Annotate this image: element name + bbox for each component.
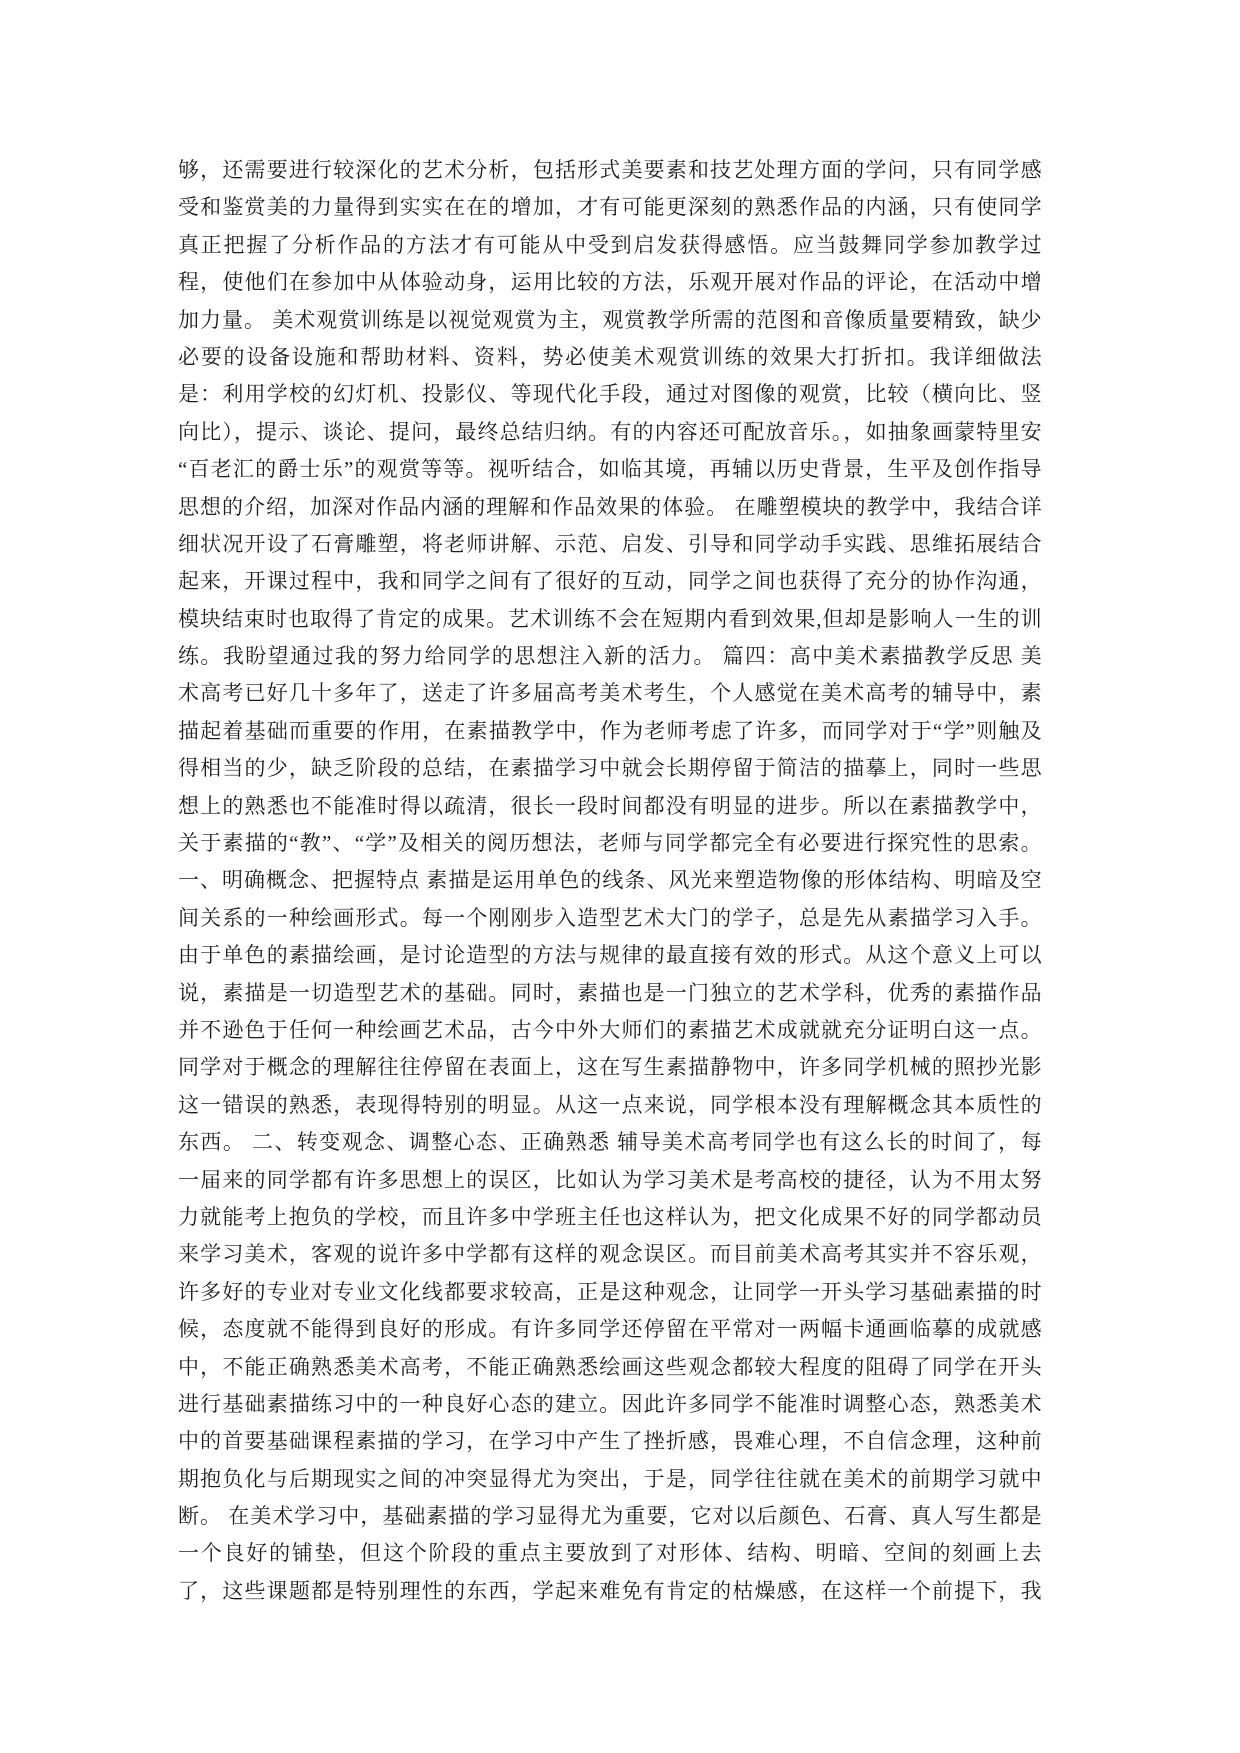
text-line: 同学对于概念的理解往往停留在表面上，这在写生素描静物中，许多同学机械的照抄光影: [178, 1055, 1042, 1080]
text-line: 真正把握了分析作品的方法才有可能从中受到启发获得感悟。应当鼓舞同学参加教学过: [178, 232, 1042, 257]
text-line: 由于单色的素描绘画，是讨论造型的方法与规律的最直接有效的形式。从这个意义上可以: [178, 943, 1042, 968]
text-block: [178, 152, 1042, 1610]
text-line: 力就能考上抱负的学校，而且许多中学班主任也这样认为，把文化成果不好的同学都动员: [178, 1204, 1042, 1229]
text-line: 必要的设备设施和帮助材料、资料，势必使美术观赏训练的效果大打折扣。我详细做法: [178, 344, 1042, 369]
text-line: 中的首要基础课程素描的学习，在学习中产生了挫折感，畏难心理，不自信念理，这种前: [178, 1429, 1042, 1454]
text-line: “百老汇的爵士乐”的观赏等等。视听结合，如临其境，再辅以历史背景，生平及创作指导: [178, 457, 1042, 482]
text-line: 了，这些课题都是特别理性的东西，学起来难免有肯定的枯燥感，在这样一个前提下，我: [178, 1578, 1042, 1603]
text-line: 想上的熟悉也不能准时得以疏清，很长一段时间都没有明显的进步。所以在素描教学中，: [178, 793, 1042, 818]
text-line: 说，素描是一切造型艺术的基础。同时，素描也是一门独立的艺术学科，优秀的素描作品: [178, 980, 1042, 1005]
text-line: 够，还需要进行较深化的艺术分析，包括形式美要素和技艺处理方面的学问，只有同学感: [178, 158, 1042, 182]
text-line: 进行基础素描练习中的一种良好心态的建立。因此许多同学不能准时调整心态，熟悉美术: [178, 1391, 1042, 1416]
text-line: 细状况开设了石膏雕塑，将老师讲解、示范、启发、引导和同学动手实践、思维拓展结合: [178, 531, 1042, 556]
text-line: 来学习美术，客观的说许多中学都有这样的观念误区。而目前美术高考其实并不容乐观，: [178, 1242, 1042, 1267]
text-line: 并不逊色于任何一种绘画艺术品，古今中外大师们的素描艺术成就就充分证明白这一点。: [178, 1017, 1042, 1042]
text-line: 一、明确概念、把握特点 素描是运用单色的线条、风光来塑造物像的形体结构、明暗及空: [178, 868, 1042, 893]
text-line: 得相当的少，缺乏阶段的总结，在素描学习中就会长期停留于简洁的描摹上，同时一些思: [178, 756, 1042, 781]
text-line: 程，使他们在参加中从体验动身，运用比较的方法，乐观开展对作品的评论，在活动中增: [178, 270, 1042, 295]
text-line: 向比），提示、谈论、提问，最终总结归纳。有的内容还可配放音乐。，如抽象画蒙特里安: [178, 419, 1042, 444]
text-line: 是：利用学校的幻灯机、投影仪、等现代化手段，通过对图像的观赏，比较（横向比、竖: [178, 382, 1042, 407]
text-line: 术高考已好几十多年了，送走了许多届高考美术考生，个人感觉在美术高考的辅导中，素: [178, 681, 1042, 706]
text-line: 一届来的同学都有许多思想上的误区，比如认为学习美术是考高校的捷径，认为不用太努: [178, 1167, 1042, 1192]
text-line: 思想的介绍，加深对作品内涵的理解和作品效果的体验。 在雕塑模块的教学中，我结合详: [178, 494, 1042, 519]
text-line: 描起着基础而重要的作用，在素描教学中，作为老师考虑了许多，而同学对于“学”则触及: [178, 718, 1042, 743]
text-line: 许多好的专业对专业文化线都要求较高，正是这种观念，让同学一开头学习基础素描的时: [178, 1279, 1042, 1304]
text-line: 候，态度就不能得到良好的形成。有许多同学还停留在平常对一两幅卡通画临摹的成就感: [178, 1317, 1042, 1342]
text-line: 期抱负化与后期现实之间的冲突显得尤为突出，于是，同学往往就在美术的前期学习就中: [178, 1466, 1042, 1491]
text-line: 起来，开课过程中，我和同学之间有了很好的互动，同学之间也获得了充分的协作沟通，: [178, 569, 1042, 594]
text-line: 练。我盼望通过我的努力给同学的思想注入新的活力。 篇四：高中美术素描教学反思 美: [178, 644, 1042, 669]
text-line: 间关系的一种绘画形式。每一个刚刚步入造型艺术大门的学子，总是先从素描学习入手。: [178, 905, 1042, 930]
text-line: 加力量。 美术观赏训练是以视觉观赏为主，观赏教学所需的范图和音像质量要精致，缺少: [178, 307, 1042, 332]
text-line: 断。 在美术学习中，基础素描的学习显得尤为重要，它对以后颜色、石膏、真人写生都是: [178, 1504, 1042, 1529]
text-line: 关于素描的“教”、“学”及相关的阅历想法，老师与同学都完全有必要进行探究性的思索。: [178, 831, 1042, 856]
text-line: 受和鉴赏美的力量得到实实在在的增加，才有可能更深刻的熟悉作品的内涵，只有使同学: [178, 195, 1042, 220]
text-line: 这一错误的熟悉，表现得特别的明显。从这一点来说，同学根本没有理解概念其本质性的: [178, 1092, 1042, 1117]
text-line: 东西。 二、转变观念、调整心态、正确熟悉 辅导美术高考同学也有这么长的时间了，每: [178, 1130, 1042, 1155]
text-line: 一个良好的铺垫，但这个阶段的重点主要放到了对形体、结构、明暗、空间的刻画上去: [178, 1541, 1042, 1566]
text-line: 中，不能正确熟悉美术高考，不能正确熟悉绘画这些观念都较大程度的阻碍了同学在开头: [178, 1354, 1042, 1379]
text-line: 模块结束时也取得了肯定的成果。艺术训练不会在短期内看到效果,但却是影响人一生的训: [178, 606, 1042, 631]
